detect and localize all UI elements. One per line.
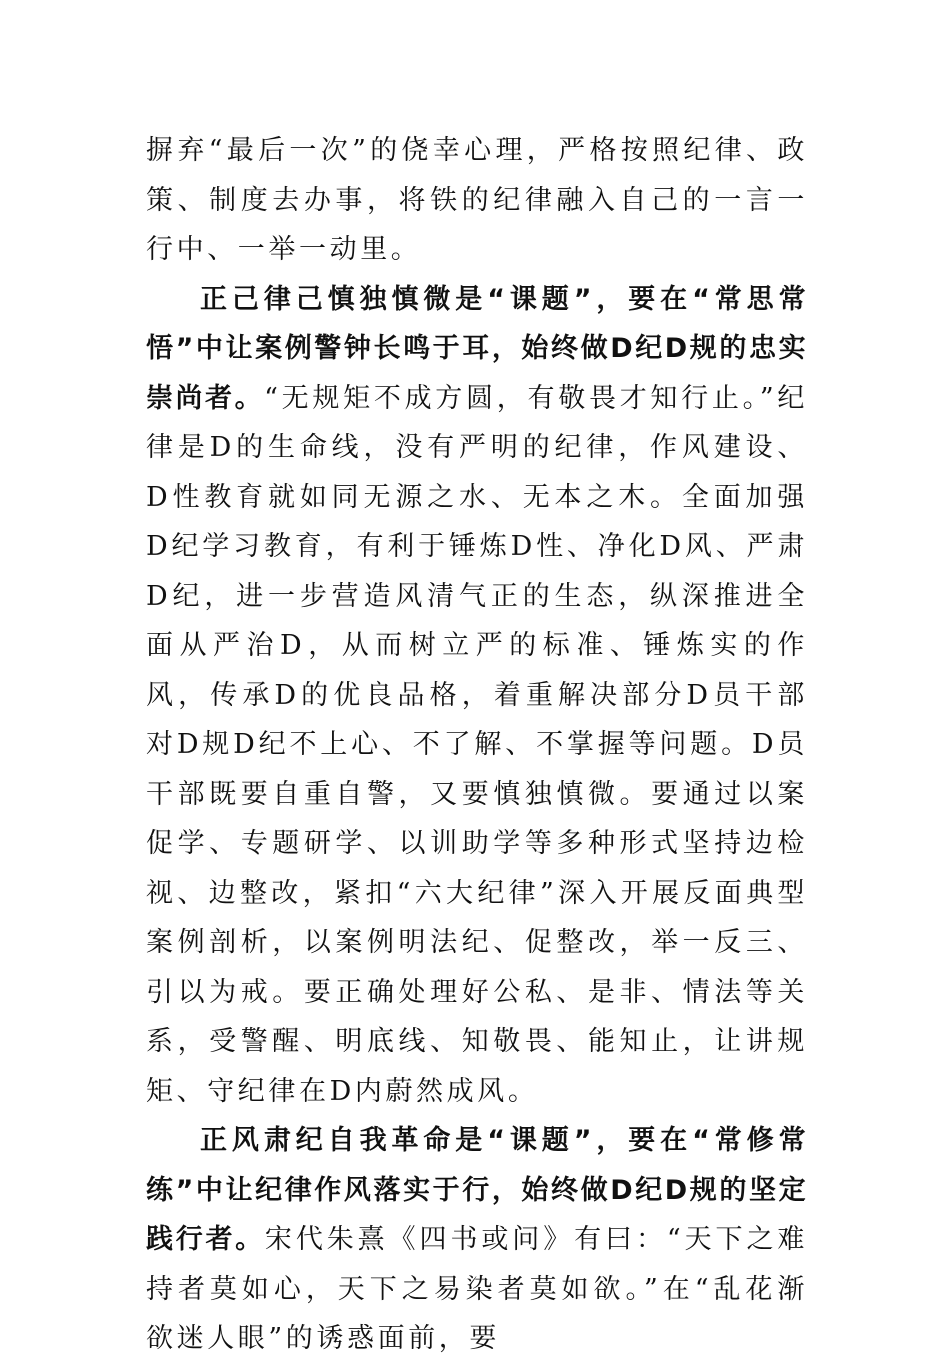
paragraph-3 <box>146 1116 808 1364</box>
paragraph-2-heading: 正己律己慎独慎微是“课题”，要在“常思常悟”中让案例警钟长鸣于耳，始终做D纪D规的忠实崇尚者。 <box>146 283 808 414</box>
paragraph-3-text: 宋代朱熹《四书或问》有曰：“天下之难持者莫如心，天下之易染者莫如欲。”在“乱花渐欲迷人眼”的诱惑面前，要 <box>146 1224 808 1354</box>
paragraph-1-text: 摒弃“最后一次”的侥幸心理，严格按照纪律、政策、制度去办事，将铁的纪律融入自己的一言一行中、一举一动里。 <box>146 135 808 265</box>
paragraph-2-text: “无规矩不成方圆，有敬畏才知行止。”纪律是D的生命线，没有严明的纪律，作风建设、D性教育就如同无源之水、无本之木。全面加强D纪学习教育，有利于锤炼D性、净化D风、严肃D纪，进一步营造风清气正的生态，纵深推进全面从严治D，从而树立严的标准、锤炼实的作风，传承D的优良品格，着重解决部分D员干部对D规D纪不上心、不了解、不掌握等问题。D员干部既要自重自警，又要慎独慎微。要通过以案促学、专题研学、以训助学等多种形式坚持边检视、边整改，紧扣“六大纪律”深入开展反面典型案例剖析，以案例明法纪、促整改，举一反三、引以为戒。要正确处理好公私、是非、情法等关系，受警醒、明底线、知敬畏、能知止，让讲规矩、守纪律在D内蔚然成风。 <box>146 382 808 1107</box>
paragraph-3-heading: 正风肃纪自我革命是“课题”，要在“常修常练”中让纪律作风落实于行，始终做D纪D规的坚定践行者。 <box>146 1125 808 1255</box>
paragraph-2 <box>146 275 808 1117</box>
document-body <box>146 126 808 1364</box>
paragraph-1 <box>146 126 808 275</box>
